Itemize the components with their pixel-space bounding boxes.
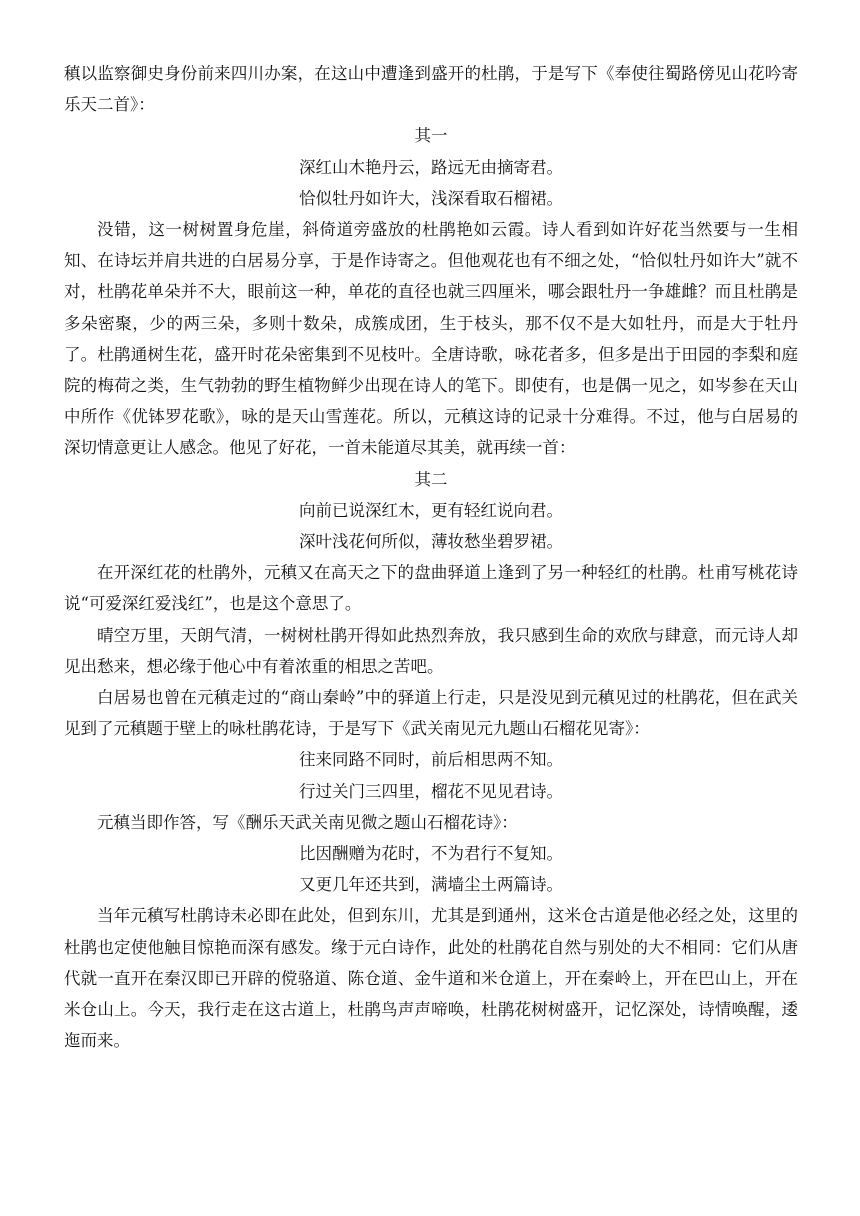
paragraph: 元稹当即作答，写《酬乐天武关南见微之题山石榴花诗》：: [97, 812, 518, 832]
poem-heading-2: 其二: [414, 469, 448, 489]
poem-line: 恰似牡丹如许大，浅深看取石榴裙。: [299, 188, 563, 208]
paragraph: 在开深红花的杜鹃外，元稹又在高天之下的盘曲驿道上逢到了另一种轻红的杜鹃。杜甫写桃花诗说“可爱深红爱浅红”，也是这个意思了。: [64, 563, 798, 614]
paragraph-commentary: 没错，这一树树置身危崖，斜倚道旁盛放的杜鹃艳如云霞。诗人看到如许好花当然要与一生相知、在诗坛并肩共进的白居易分享，于是作诗寄之。但他观花也有不细之处，“恰似牡丹如许大”就不对，杜鹃花单朵并不大，眼前这一种，单花的直径也就三四厘米，哪会跟牡丹一争雄雌？而且杜鹃是多朵密聚，少的两三朵，多则十数朵，成簇成团，生于枝头，那不仅不是大如牡丹，而是大于牡丹了。杜鹃通树生花，盛开时花朵密集到不见枝叶。全唐诗歌，咏花者多，但多是出于田园的李梨和庭院的梅荷之类，生气勃勃的野生植物鲜少出现在诗人的笔下。即使有，也是偶一见之，如岑参在天山中所作《优钵罗花歌》，咏的是天山雪莲花。所以，元稹这诗的记录十分难得。不过，他与白居易的深切情意更让人感念。他见了好花，一首未能道尽其美，就再续一首：: [64, 220, 798, 458]
paragraph: 白居易也曾在元稹走过的“商山秦岭”中的驿道上行走，只是没见到元稹见过的杜鹃花，但在武关见到了元稹题于壁上的咏杜鹃花诗，于是写下《武关南见元九题山石榴花见寄》：: [64, 688, 798, 739]
paragraph-closing: 当年元稹写杜鹃诗未必即在此处，但到东川，尤其是到通州，这米仓古道是他必经之处，这里的杜鹃也定使他触目惊艳而深有感发。缘于元白诗作，此处的杜鹃花自然与别处的大不相同：它们从唐代就一直开在秦汉即已开辟的傥骆道、陈仓道、金牛道和米仓道上，开在秦岭上，开在巴山上，开在米仓山上。今天，我行走在这古道上，杜鹃鸟声声啼唤，杜鹃花树树盛开，记忆深处，诗情唤醒，逶迤而来。: [64, 906, 798, 1051]
poem-line: 向前已说深红木，更有轻红说向君。: [299, 500, 563, 520]
paragraph: 晴空万里，天朗气清，一树树杜鹃开得如此热烈奔放，我只感到生命的欢欣与肆意，而元诗人却见出愁来，想必缘于他心中有着浓重的相思之苦吧。: [64, 625, 798, 676]
poem-line: 往来同路不同时，前后相思两不知。: [299, 750, 563, 770]
paragraph-intro: 稹以监察御史身份前来四川办案，在这山中遭逢到盛开的杜鹃，于是写下《奉使往蜀路傍见山花吟寄乐天二首》：: [64, 64, 798, 115]
poem-line: 行过关门三四里，榴花不见见君诗。: [299, 781, 563, 801]
poem-line: 比因酬赠为花时，不为君行不复知。: [299, 844, 563, 864]
poem-line: 深红山木艳丹云，路远无由摘寄君。: [299, 157, 563, 177]
poem-line: 又更几年还共到，满墙尘土两篇诗。: [299, 875, 563, 895]
poem-heading-1: 其一: [414, 126, 448, 146]
poem-line: 深叶浅花何所似，薄妆愁坐碧罗裙。: [299, 532, 563, 552]
